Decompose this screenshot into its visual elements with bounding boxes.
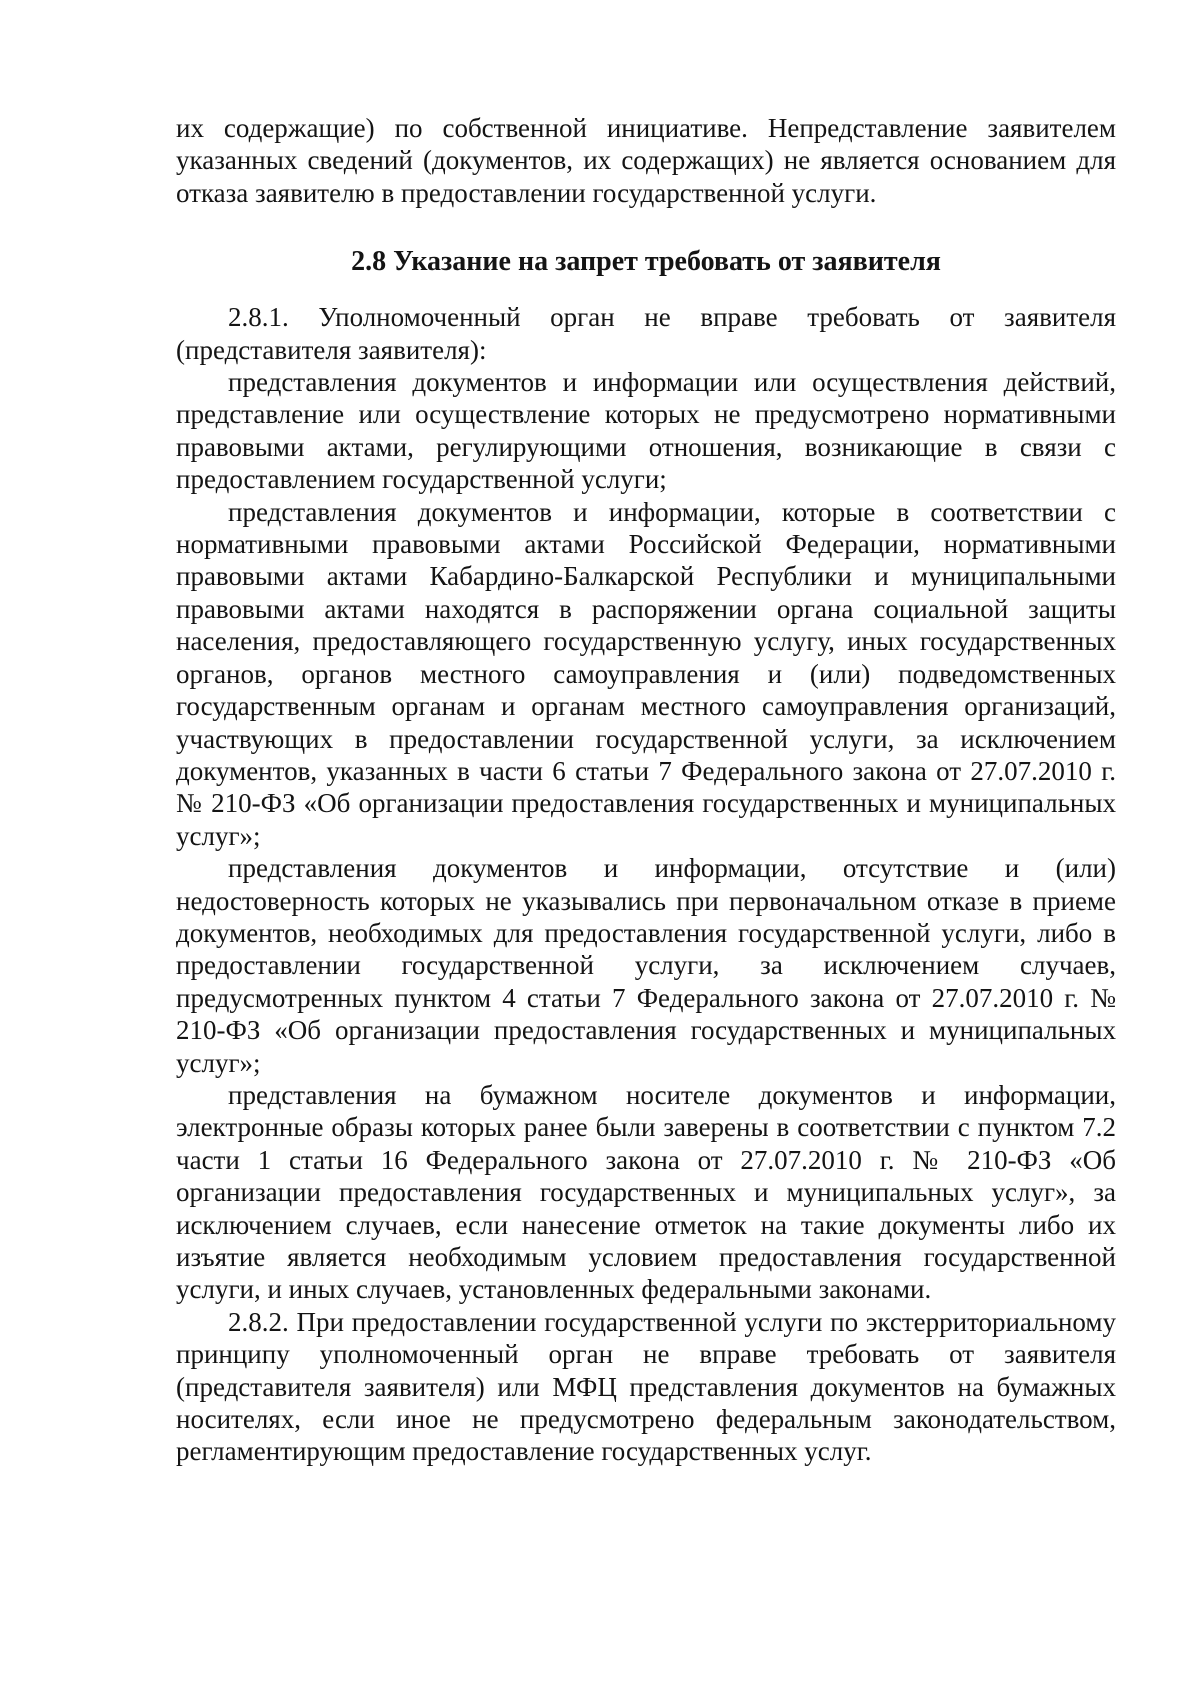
paragraph-item-1: представления документов и информации или осуществления действий, представление или осуществление которых не предусмотрено нормативными правовыми актами, регулирующими отношения, возникающие в связи с предоставлением государственной услуги; <box>176 367 1116 495</box>
paragraph-item-4: представления на бумажном носителе документов и информации, электронные образы которых ранее были заверены в соответствии с пунктом 7.2 части 1 статьи 16 Федерального закона от 27.07.2010 г. № 210-ФЗ «Об организации предоставления государственных и муниципальных услуг», за исключением случаев, если нанесение отметок на такие документы либо их изъятие является необходимым условием предоставления государственной услуги, и иных случаев, установленных федеральными законами. <box>176 1079 1116 1305</box>
paragraph-item-3: представления документов и информации, отсутствие и (или) недостоверность которых не указывались при первоначальном отказе в приеме документов, необходимых для предоставления государственной услуги, либо в предоставлении государственной услуги, за исключением случаев, предусмотренных пунктом 4 статьи 7 Федерального закона от 27.07.2010 г. № 210-ФЗ «Об организации предоставления государственных и муниципальных услуг»; <box>176 853 1116 1078</box>
paragraph-2-8-2: 2.8.2. При предоставлении государственной услуги по экстерриториальному принципу уполномоченный орган не вправе требовать от заявителя (представителя заявителя) или МФЦ представления документов на бумажных носителях, если иное не предусмотрено федеральным законодательством, регламентирующим предоставление государственных услуг. <box>176 1306 1116 1467</box>
section-heading: 2.8 Указание на запрет требовать от заявителя <box>351 246 941 278</box>
document-page <box>176 112 1116 1468</box>
paragraph-continuation: их содержащие) по собственной инициативе. Непредставление заявителем указанных сведений (документов, их содержащих) не является основанием для отказа заявителю в предоставлении государственной услуги. <box>176 113 1116 208</box>
paragraph-2-8-1: 2.8.1. Уполномоченный орган не вправе требовать от заявителя (представителя заявителя): <box>176 302 1116 365</box>
paragraph-item-2: представления документов и информации, которые в соответствии с нормативными правовыми актами Российской Федерации, нормативными правовыми актами Кабардино-Балкарской Республики и муниципальными правовыми актами находятся в распоряжении органа социальной защиты населения, предоставляющего государственную услугу, иных государственных органов, органов местного самоуправления и (или) подведомственных государственным органам и органам местного самоуправления организаций, участвующих в предоставлении государственной услуги, за исключением документов, указанных в части 6 статьи 7 Федерального закона от 27.07.2010 г. № 210-ФЗ «Об организации предоставления государственных и муниципальных услуг»; <box>176 496 1116 851</box>
